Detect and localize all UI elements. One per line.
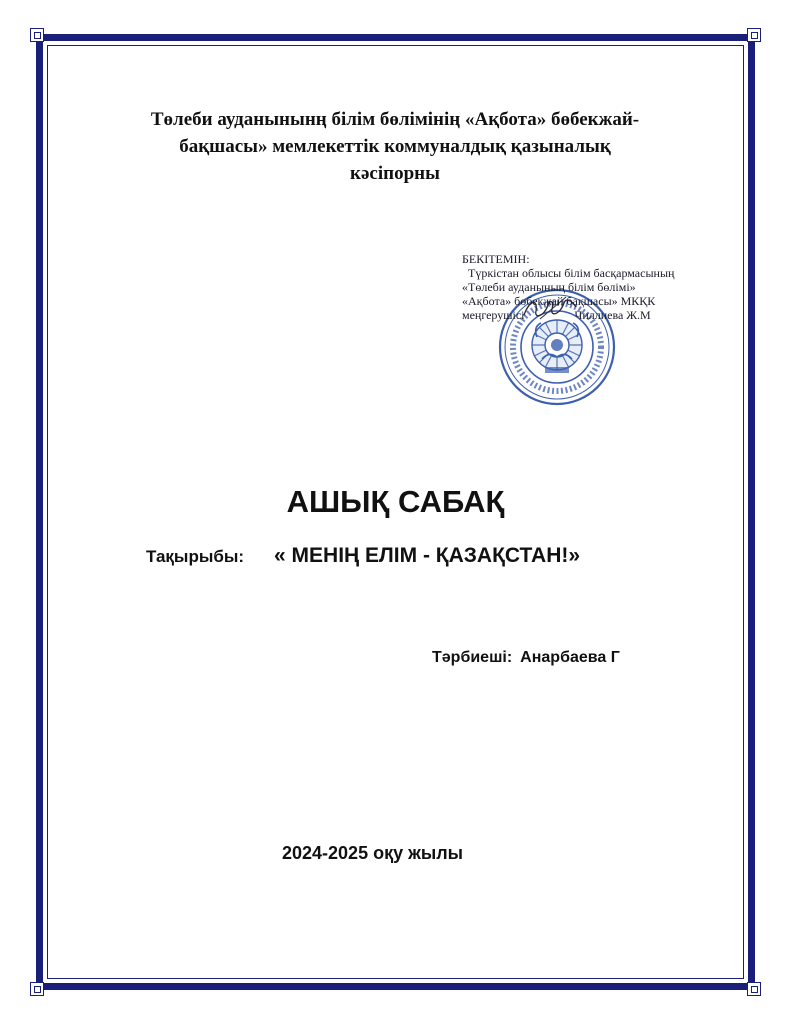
header-line-2: бақшасы» мемлекеттік коммуналдық қазыналық	[179, 136, 611, 157]
approval-line-2: Түркістан облысы білім басқармасының	[468, 266, 675, 280]
approval-line-5	[462, 308, 692, 322]
corner-ornament-bottom-right	[747, 982, 761, 996]
teacher-label: Тәрбиеші:	[432, 649, 513, 666]
corner-ornament-top-right	[747, 28, 761, 42]
approval-director-name: Чиллиева Ж.М	[574, 308, 651, 322]
institution-header	[100, 106, 690, 187]
academic-year: 2024-2025 оқу жылы	[282, 843, 464, 863]
approval-position: меңгерушісі	[462, 308, 525, 322]
corner-ornament-top-left	[30, 28, 44, 42]
teacher-row	[432, 649, 620, 667]
topic-value: « МЕНІҢ ЕЛІМ - ҚАЗАҚСТАН!»	[274, 544, 581, 567]
header-line-3: кәсіпорны	[350, 163, 440, 184]
approval-line-1: БЕКІТЕМІН:	[462, 252, 530, 266]
topic-label: Тақырыбы:	[146, 547, 245, 566]
page-title: АШЫҚ САБАҚ	[286, 484, 505, 519]
approval-block	[462, 252, 692, 322]
corner-ornament-bottom-left	[30, 982, 44, 996]
approval-line-3: «Төлеби ауданының білім бөлімі»	[462, 280, 636, 294]
header-line-1: Төлеби ауданынынң білім бөлімінің «Ақбота» бөбекжай-	[150, 109, 640, 130]
approval-line-4: «Ақбота» бөбекжай бақшасы» МКҚК	[462, 294, 656, 308]
topic-row	[146, 544, 580, 568]
teacher-name: Анарбаева Г	[520, 649, 620, 666]
